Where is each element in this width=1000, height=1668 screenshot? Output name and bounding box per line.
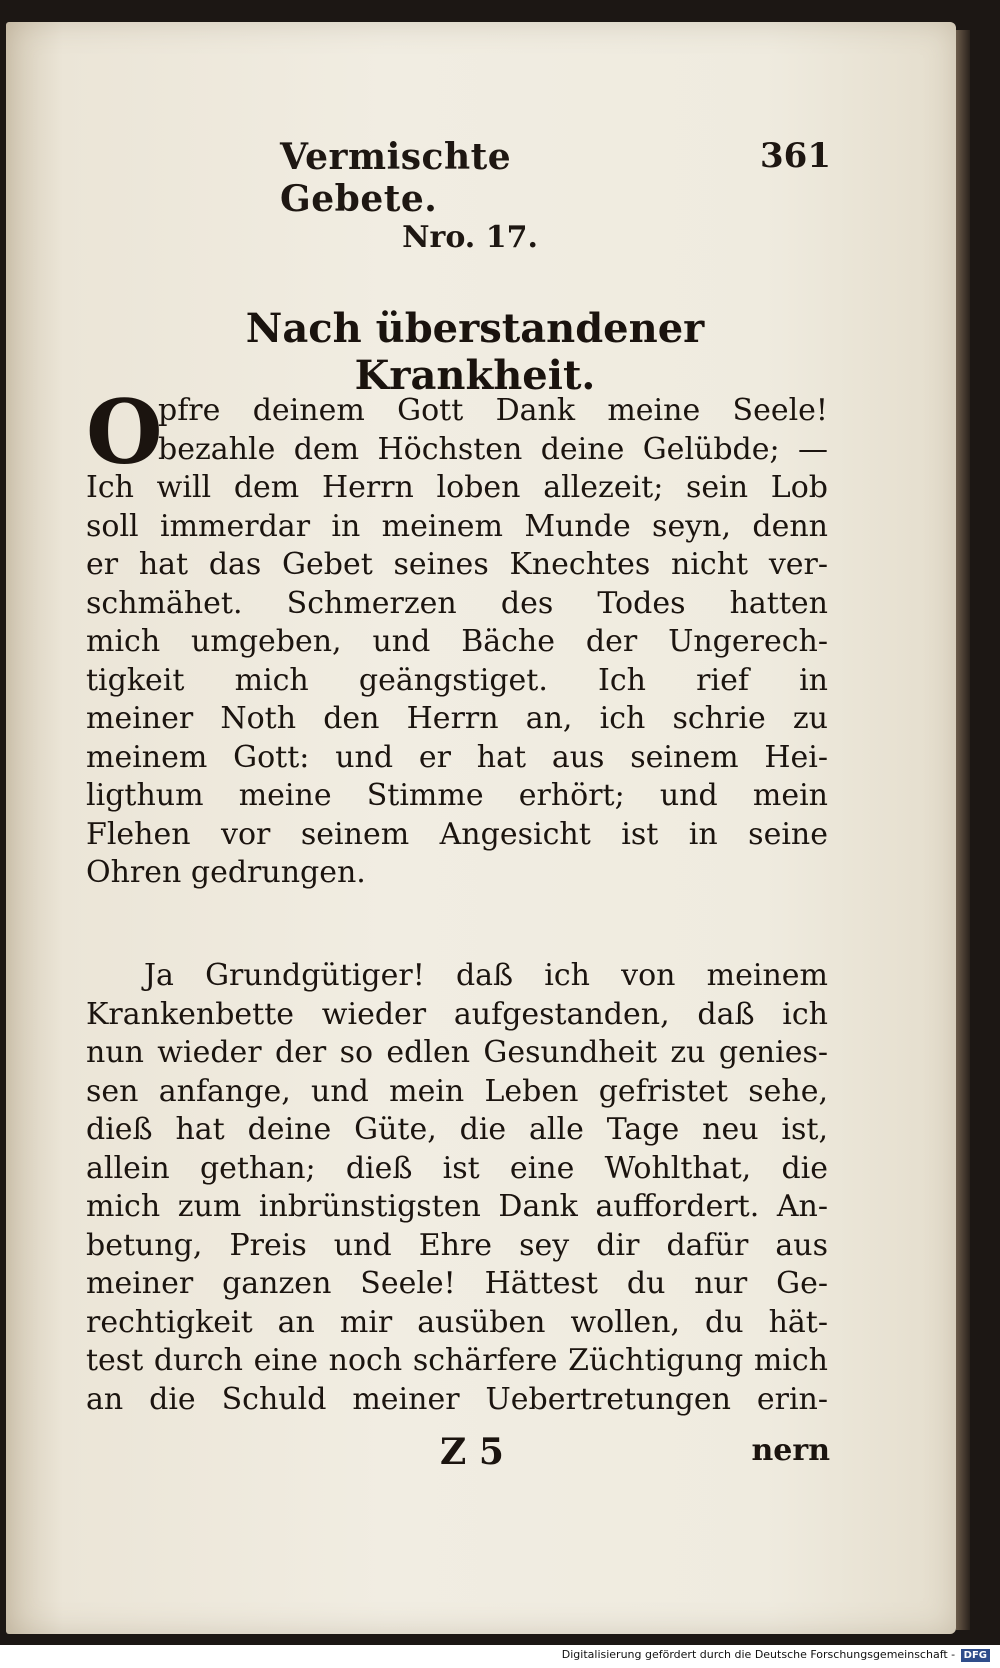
text-line: rechtigkeit an mir ausüben wollen, du hät- bbox=[86, 1304, 828, 1340]
text-line: Flehen vor seinem Angesicht ist in seine bbox=[86, 816, 828, 852]
text-line: meinem Gott: und er hat aus seinem Hei- bbox=[86, 739, 828, 775]
running-title: Vermischte Gebete. bbox=[280, 136, 512, 220]
text-line: mich zum inbrünstigsten Dank auffordert. An- bbox=[86, 1189, 828, 1224]
text-line: meiner Noth den Herrn an, ich schrie zu bbox=[86, 701, 828, 736]
text-line: meiner ganzen Seele! Hättest du nur Ge- bbox=[86, 1266, 828, 1301]
page-edge bbox=[956, 30, 970, 1630]
text-line: pfre deinem Gott Dank meine Seele! bbox=[158, 393, 828, 428]
digitization-credit bbox=[562, 1648, 990, 1662]
text-line: Ja Grundgütiger! daß ich von meinem bbox=[144, 958, 828, 993]
entry-number: Nro. 17. bbox=[402, 220, 538, 255]
drop-cap: O bbox=[86, 380, 163, 484]
text-line: er hat das Gebet seines Knechtes nicht ver- bbox=[86, 547, 828, 582]
prayer-heading: Nach überstandener Krankheit. bbox=[245, 305, 705, 399]
text-line: dieß hat deine Güte, die alle Tage neu ist, bbox=[86, 1112, 828, 1147]
text-line: betung, Preis und Ehre sey dir dafür aus bbox=[86, 1227, 828, 1263]
text-line: tigkeit mich geängstiget. Ich rief in bbox=[86, 662, 828, 698]
catchword: nern bbox=[751, 1433, 830, 1468]
credit-text: Digitalisierung gefördert durch die Deutsche Forschungsgemeinschaft - bbox=[561, 1648, 956, 1661]
text-line: nun wieder der so edlen Gesundheit zu genies- bbox=[86, 1035, 828, 1070]
text-line: allein gethan; dieß ist eine Wohlthat, die bbox=[86, 1150, 828, 1186]
text-line: Krankenbette wieder aufgestanden, daß ich bbox=[86, 996, 828, 1032]
text-line: bezahle dem Höchsten deine Gelübde; — bbox=[158, 431, 828, 467]
text-line: sen anfange, und mein Leben gefristet sehe, bbox=[86, 1073, 828, 1109]
dfg-logo: DFG bbox=[961, 1649, 990, 1662]
text-line: schmähet. Schmerzen des Todes hatten bbox=[86, 585, 828, 621]
text-line: ligthum meine Stimme erhört; und mein bbox=[86, 778, 828, 813]
paragraph-1 bbox=[86, 380, 828, 893]
text-line: Ohren gedrungen. bbox=[86, 855, 366, 890]
text-line: mich umgeben, und Bäche der Ungerech- bbox=[86, 624, 828, 659]
text-line: Ich will dem Herrn loben allezeit; sein Lob bbox=[86, 470, 828, 505]
page-number: 361 bbox=[760, 136, 831, 176]
text-line: soll immerdar in meinem Munde seyn, denn bbox=[86, 508, 828, 544]
signature-mark: Z 5 bbox=[440, 1431, 504, 1473]
text-line: an die Schuld meiner Uebertretungen erin- bbox=[86, 1381, 828, 1417]
paragraph-2 bbox=[86, 957, 828, 1419]
text-line: test durch eine noch schärfere Züchtigung mich bbox=[86, 1343, 828, 1378]
